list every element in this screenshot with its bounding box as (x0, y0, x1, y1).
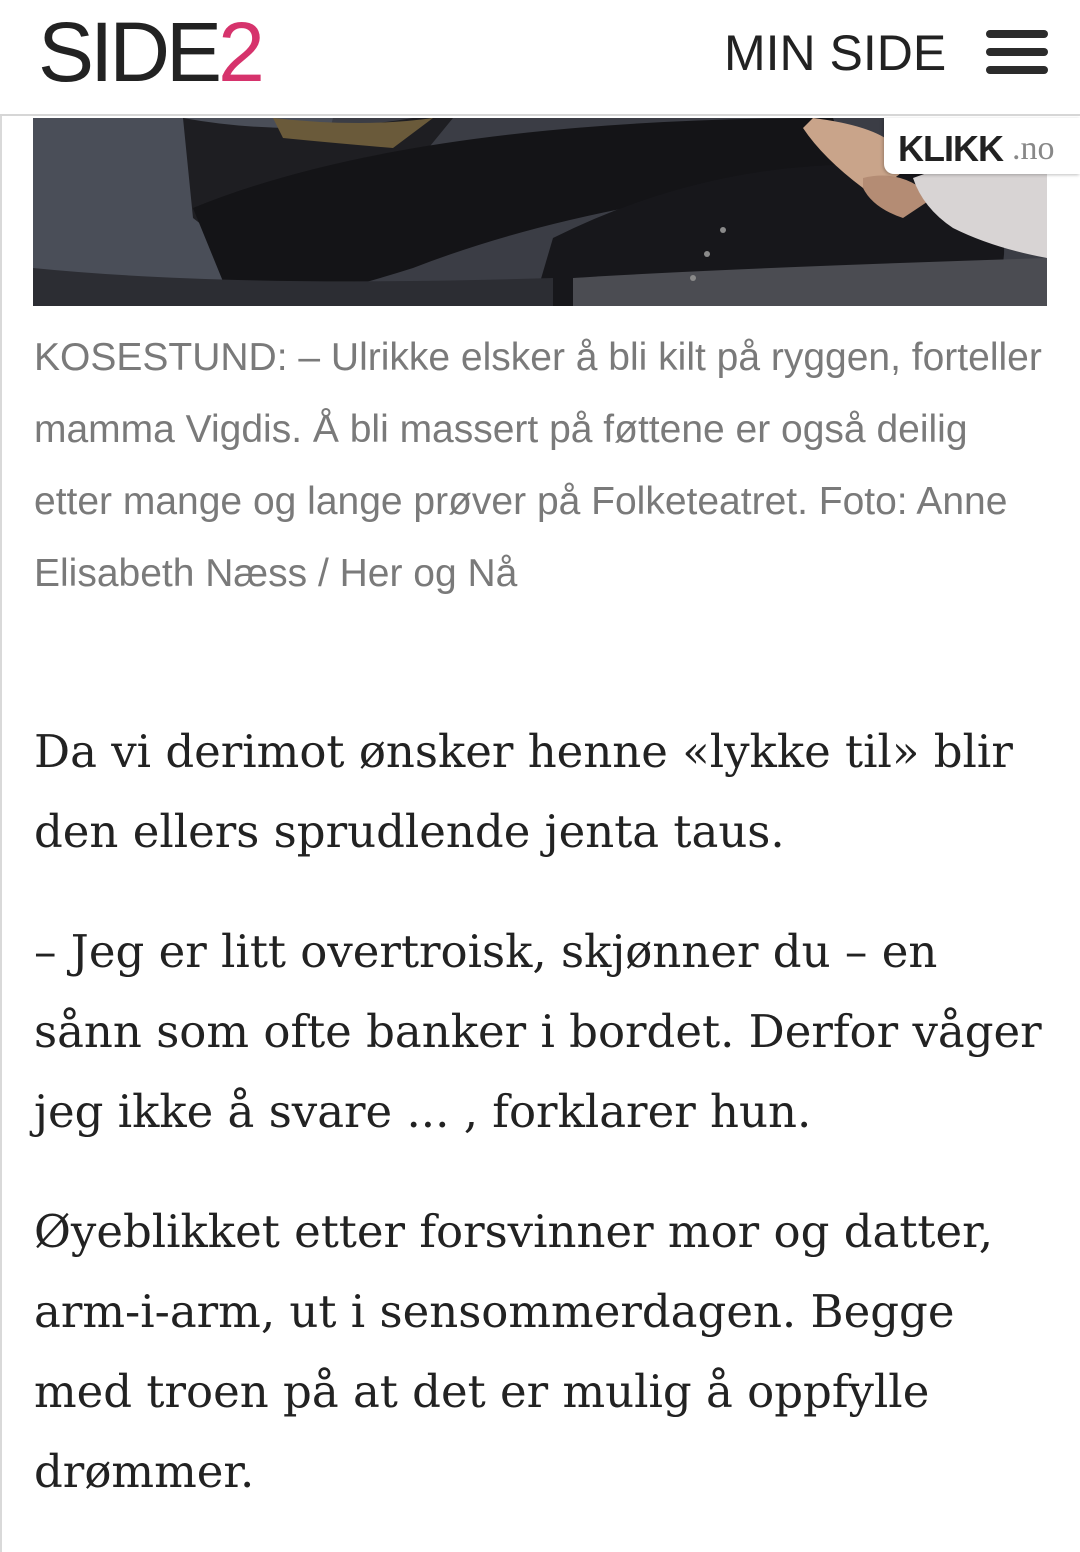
logo-text: SIDE (38, 5, 219, 99)
logo-number: 2 (218, 5, 261, 99)
klikk-badge[interactable] (884, 118, 1080, 174)
article-paragraph-3: Øyeblikket etter forsvinner mor og datter, arm-i-arm, ut i sensommerdagen. Begge med troen på at det er mulig å oppfylle drømmer. (34, 1205, 993, 1498)
photo-caption: KOSESTUND: – Ulrikke elsker å bli kilt på ryggen, forteller mamma Vigdis. Å bli massert på føttene er også deilig etter mange og lange prøver på Folketeatret. Foto: Anne Elisabeth Næss / Her og Nå (34, 336, 1042, 595)
side2-logo[interactable] (38, 5, 261, 99)
site-header (0, 0, 1080, 116)
klikk-badge-tld: .no (1012, 130, 1055, 167)
min-side-link[interactable]: MIN SIDE (724, 25, 947, 81)
hamburger-menu-icon[interactable] (986, 30, 1048, 74)
article-paragraph-1: Da vi derimot ønsker henne «lykke til» blir den ellers sprudlende jenta taus. (34, 725, 1013, 858)
article-paragraph-2: – Jeg er litt overtroisk, skjønner du – en sånn som ofte banker i bordet. Derfor våger jeg ikke å svare ... , forklarer hun. (34, 925, 1042, 1138)
klikk-badge-main: KLIKK (898, 128, 1003, 169)
